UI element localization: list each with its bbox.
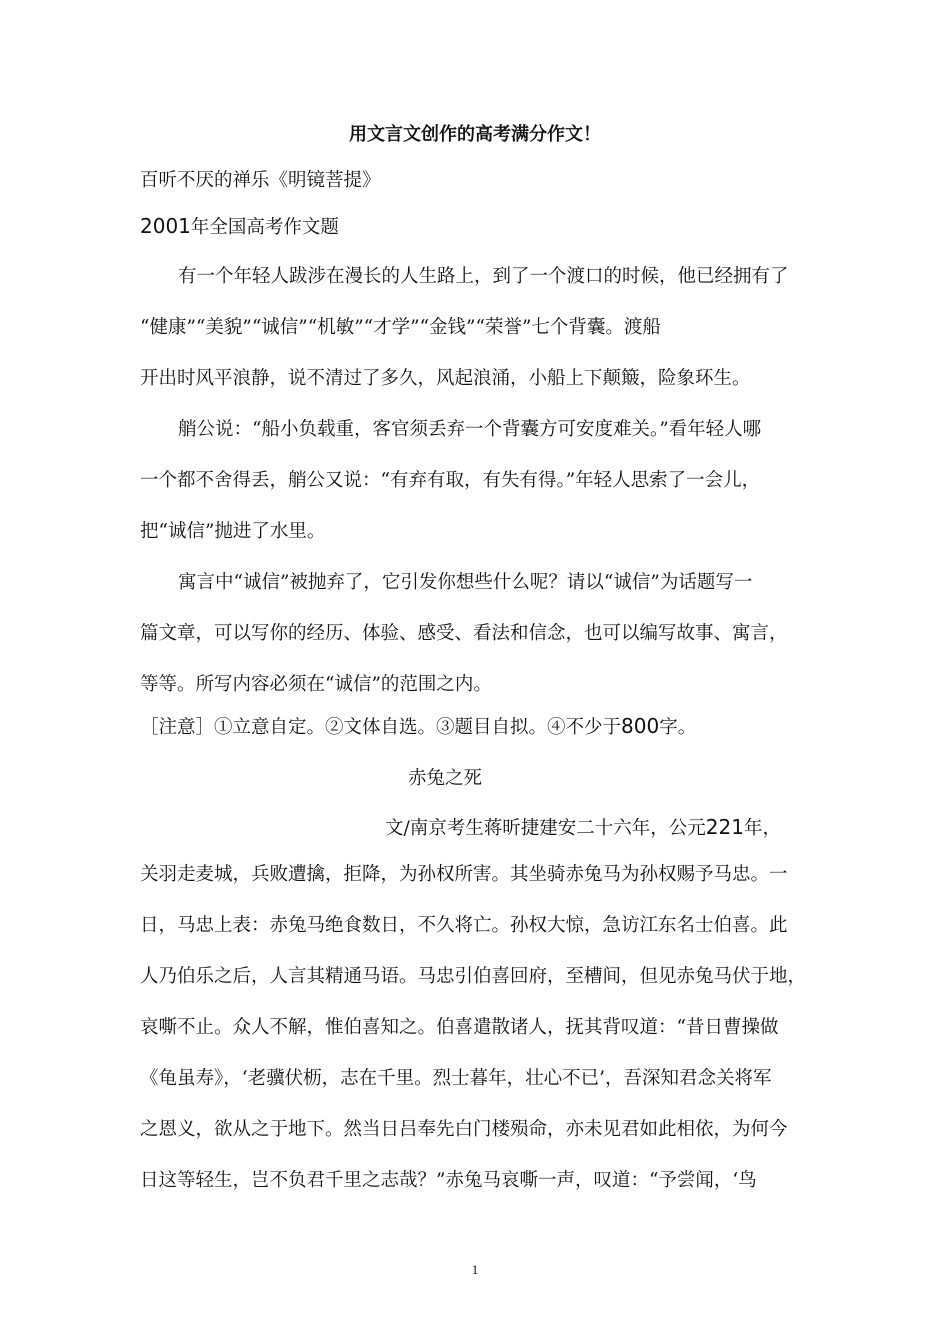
note-number: 800 <box>621 714 660 738</box>
note-suffix: 字。 <box>659 717 697 738</box>
prompt-line: 一个都不舍得丢，艄公又说：“有弃有取，有失有得。”年轻人思索了一会儿， <box>140 470 761 491</box>
page-number: 1 <box>471 1262 479 1277</box>
essay-title: 赤兔之死 <box>408 768 483 789</box>
document-title: 用文言文创作的高考满分作文！ <box>349 124 601 145</box>
essay-line: 日这等轻生，岂不负君千里之志哉？”赤兔马哀嘶一声，叹道：“予尝闻，‘鸟 <box>140 1170 757 1191</box>
prompt-line: 有一个年轻人跋涉在漫长的人生路上，到了一个渡口的时候，他已经拥有了 <box>178 266 789 287</box>
essay-line: 哀嘶不止。众人不解，惟伯喜知之。伯喜遣散诸人，抚其背叹道：“昔日曹操做 <box>140 1017 779 1038</box>
byline-year: 221 <box>705 815 744 839</box>
prompt-line: 寓言中“诚信”被抛弃了，它引发你想些什么呢？请以“诚信”为话题写一 <box>178 572 753 593</box>
essay-line: 之恩义，欲从之于地下。然当日吕奉先白门楼殒命，亦未见君如此相依，为何今 <box>140 1119 788 1140</box>
prompt-line: 把“诚信”抛进了水里。 <box>140 521 326 542</box>
subtitle-line: 百听不厌的禅乐《明镜菩提》 <box>140 170 381 191</box>
essay-line: 关羽走麦城，兵败遭擒，拒降，为孙权所害。其坐骑赤兔马为孙权赐予马忠。一 <box>140 864 788 885</box>
prompt-line: 篇文章，可以写你的经历、体验、感受、看法和信念，也可以编写故事、寓言， <box>140 623 788 644</box>
exam-heading <box>140 213 830 241</box>
essay-byline <box>385 814 950 842</box>
prompt-line: 开出时风平浪静，说不清过了多久，风起浪涌，小船上下颠簸，险象环生。 <box>140 368 751 389</box>
prompt-line: “健康”“美貌”“诚信”“机敏”“才学”“金钱”“荣誉”七个背囊。渡船 <box>140 317 661 338</box>
exam-year: 2001 <box>140 214 191 238</box>
byline-suffix: 年， <box>743 818 781 839</box>
note-line <box>140 713 830 741</box>
note-text: ［注意］①立意自定。②文体自选。③题目自拟。④不少于 <box>140 717 622 738</box>
byline-text: 文/南京考生蒋昕捷建安二十六年，公元 <box>385 818 706 839</box>
prompt-line: 艄公说：“船小负载重，客官须丢弃一个背囊方可安度难关。”看年轻人哪 <box>178 419 762 440</box>
essay-line: 人乃伯乐之后，人言其精通马语。马忠引伯喜回府，至槽间，但见赤兔马伏于地， <box>140 966 807 987</box>
essay-line: 《龟虽寿》，‘老骥伏枥，志在千里。烈士暮年，壮心不已’，吾深知君念关将军 <box>140 1068 772 1089</box>
exam-heading-text: 年全国高考作文题 <box>190 217 339 238</box>
essay-line: 日，马忠上表：赤兔马绝食数日，不久将亡。孙权大惊，急访江东名士伯喜。此 <box>140 915 788 936</box>
prompt-line: 等等。所写内容必须在“诚信”的范围之内。 <box>140 674 492 695</box>
